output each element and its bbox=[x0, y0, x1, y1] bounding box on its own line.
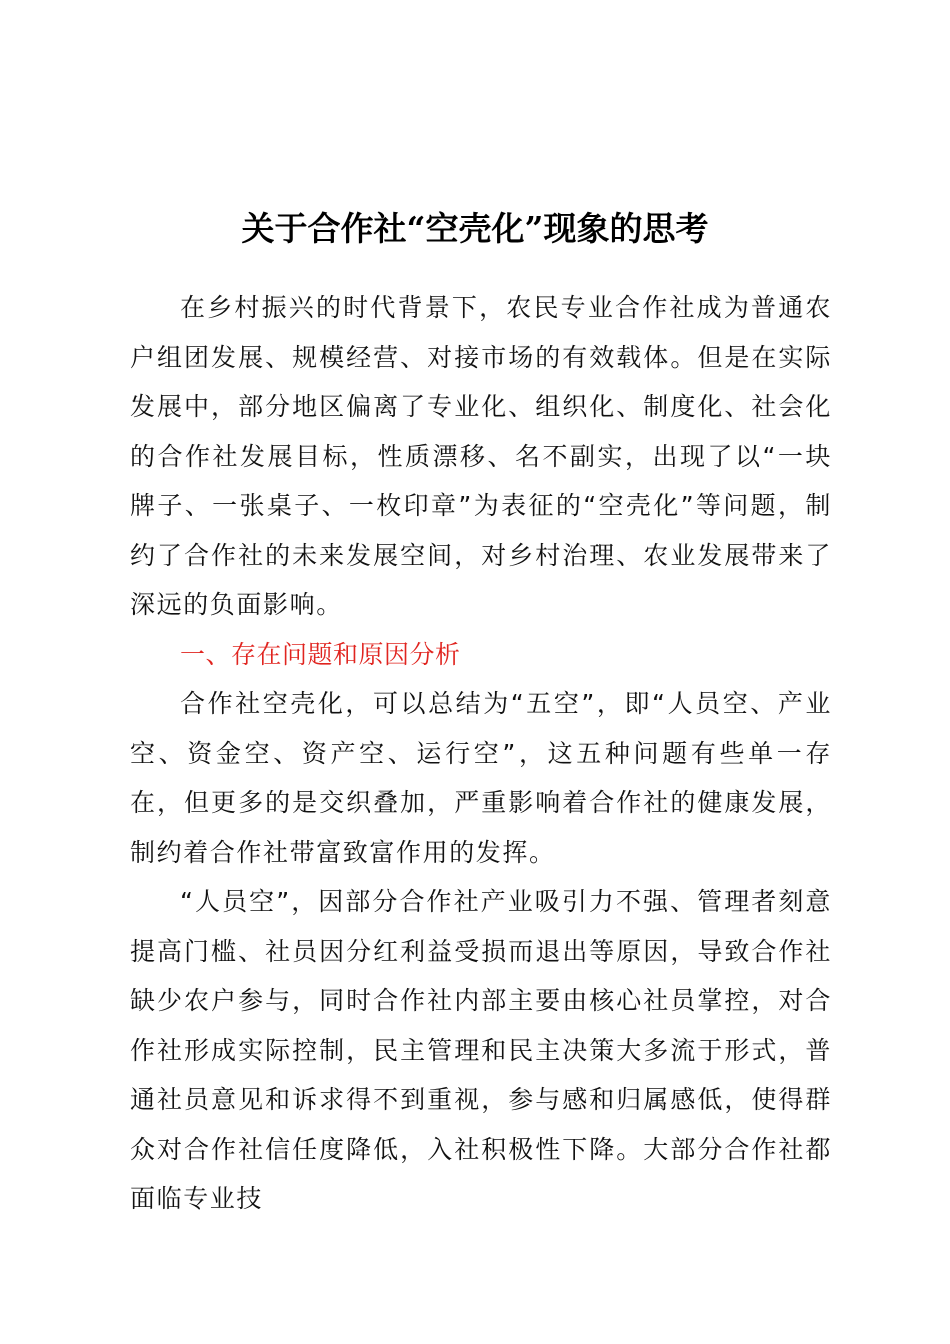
section-heading: 一、存在问题和原因分析 bbox=[180, 639, 461, 669]
document-title: 关于合作社“空壳化”现象的思考 bbox=[241, 209, 709, 248]
intro-paragraph: 在乡村振兴的时代背景下，农民专业合作社成为普通农户组团发展、规模经营、对接市场的有效载体。但是在实际发展中，部分地区偏离了专业化、组织化、制度化、社会化的合作社发展目标，性质漂移、名不副实，出现了以“一块牌子、一张桌子、一枚印章”为表征的“空壳化”等问题，制约了合作社的未来发展空间，对乡村治理、农业发展带来了深远的负面影响。 bbox=[130, 293, 832, 619]
document-body bbox=[130, 283, 832, 1224]
personnel-empty-paragraph: “人员空”，因部分合作社产业吸引力不强、管理者刻意提高门槛、社员因分红利益受损而退出等原因，导致合作社缺少农户参与，同时合作社内部主要由核心社员掌控，对合作社形成实际控制，民主管理和民主决策大多流于形式，普通社员意见和诉求得不到重视，参与感和归属感低，使得群众对合作社信任度降低，入社积极性下降。大部分合作社都面临专业技 bbox=[130, 887, 832, 1213]
five-empties-paragraph: 合作社空壳化，可以总结为“五空”，即“人员空、产业空、资金空、资产空、运行空”，这五种问题有些单一存在，但更多的是交织叠加，严重影响着合作社的健康发展，制约着合作社带富致富作用的发挥。 bbox=[130, 689, 832, 867]
